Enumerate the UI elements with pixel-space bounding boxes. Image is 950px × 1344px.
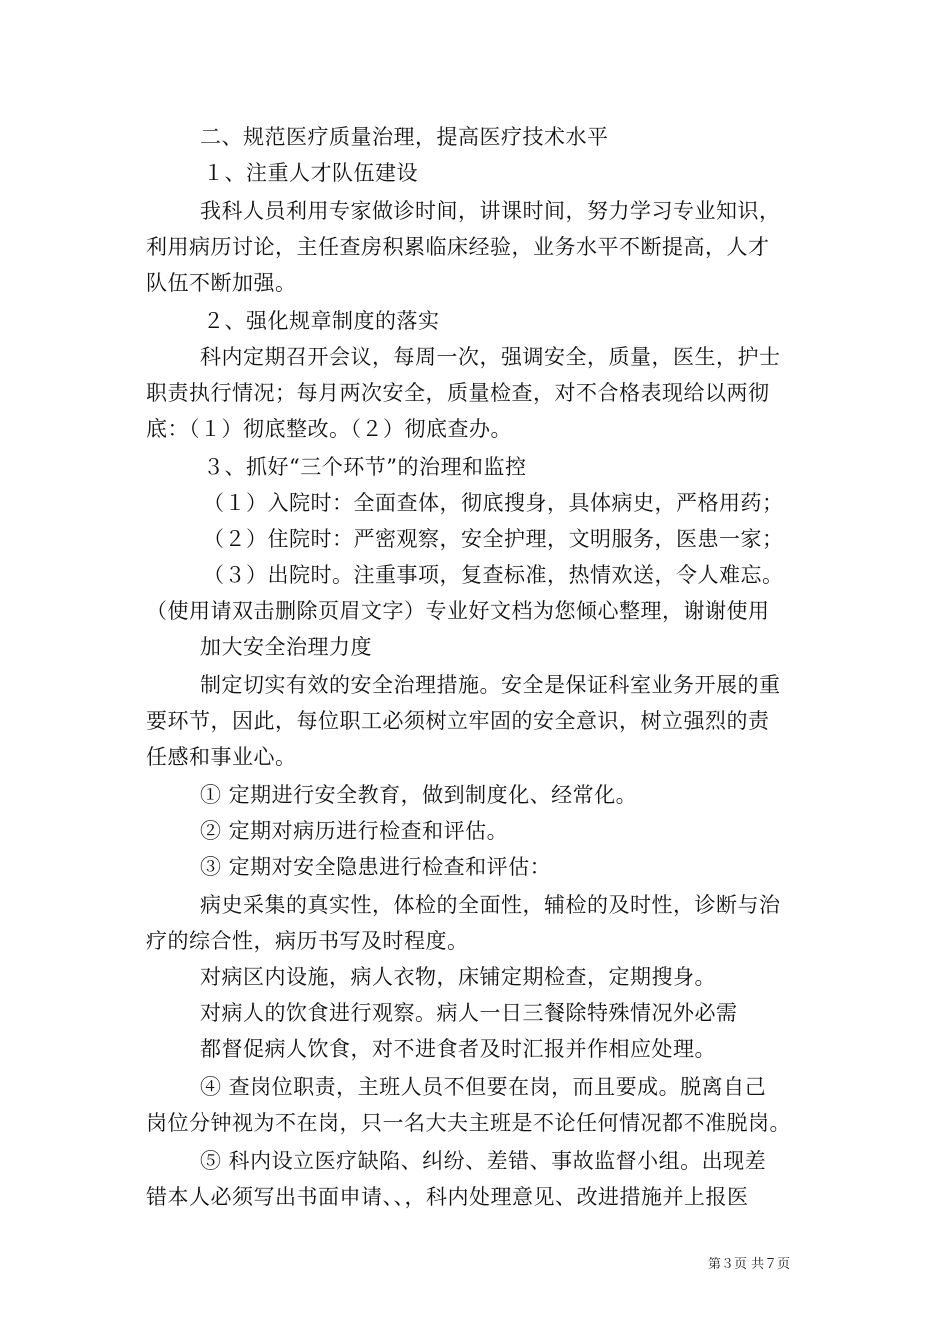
list-item: ② 定期对病历进行检查和评估。 — [200, 819, 509, 843]
header-notice: （使用请双击删除页眉文字）专业好文档为您倾心整理，谢谢使用 — [146, 599, 770, 623]
subheading: ２、强化规章制度的落实 — [203, 309, 440, 333]
list-item: ④ 查岗位职责，主班人员不但要在岗，而且要成。脱离自己 — [200, 1075, 767, 1099]
section-heading: 二、规范医疗质量治理，提高医疗技术水平 — [200, 125, 609, 149]
paragraph-line: 利用病历讨论，主任查房积累临床经验，业务水平不断提高，人才 — [146, 235, 770, 259]
list-item: ① 定期进行安全教育，做到制度化、经常化。 — [200, 783, 638, 807]
paragraph-line: 病史采集的真实性，体检的全面性，辅检的及时性，诊断与治 — [200, 893, 781, 917]
paragraph-line: 错本人必须写出书面申请、、，科内处理意见、改进措施并上报医 — [146, 1185, 749, 1209]
paragraph-line: 我科人员利用专家做诊时间，讲课时间，努力学习专业知识， — [200, 199, 781, 223]
subheading: ３、抓好“三个环节”的治理和监控 — [203, 455, 527, 479]
list-item: （１）入院时：全面查体，彻底搜身，具体病史，严格用药； — [203, 491, 784, 515]
paragraph-line: 对病区内设施，病人衣物，床铺定期检查，定期搜身。 — [200, 965, 716, 989]
page-number-footer: 第３页 共７页 — [708, 1257, 791, 1272]
paragraph-line: 制定切实有效的安全治理措施。安全是保证科室业务开展的重 — [200, 673, 781, 697]
paragraph-line: 对病人的饮食进行观察。病人一日三餐除特殊情况外必需 — [200, 1001, 738, 1025]
list-item: （３）出院时。注重事项，复查标准，热情欢送，令人难忘。 — [203, 563, 784, 587]
list-item: ⑤ 科内设立医疗缺陷、纠纷、差错、事故监督小组。出现差 — [200, 1149, 767, 1173]
paragraph-line: 队伍不断加强。 — [146, 271, 297, 295]
paragraph-line: 底：（１）彻底整改。（２）彻底查办。 — [146, 417, 512, 441]
subheading: 加大安全治理力度 — [200, 635, 372, 659]
list-item: ③ 定期对安全隐患进行检查和评估： — [200, 855, 552, 879]
paragraph-line: 疗的综合性，病历书写及时程度。 — [146, 929, 469, 953]
list-item: （２）住院时：严密观察，安全护理，文明服务，医患一家； — [203, 527, 784, 551]
subheading: １、注重人才队伍建设 — [203, 161, 418, 185]
paragraph-line: 岗位分钟视为不在岗，只一名大夫主班是不论任何情况都不准脱岗。 — [146, 1111, 791, 1135]
paragraph-line: 职责执行情况；每月两次安全，质量检查，对不合格表现给以两彻 — [146, 381, 770, 405]
paragraph-line: 任感和事业心。 — [146, 745, 297, 769]
paragraph-line: 都督促病人饮食，对不进食者及时汇报并作相应处理。 — [200, 1037, 716, 1061]
paragraph-line: 要环节，因此，每位职工必须树立牢固的安全意识，树立强烈的责 — [146, 709, 770, 733]
paragraph-line: 科内定期召开会议，每周一次，强调安全，质量，医生，护士 — [200, 345, 781, 369]
